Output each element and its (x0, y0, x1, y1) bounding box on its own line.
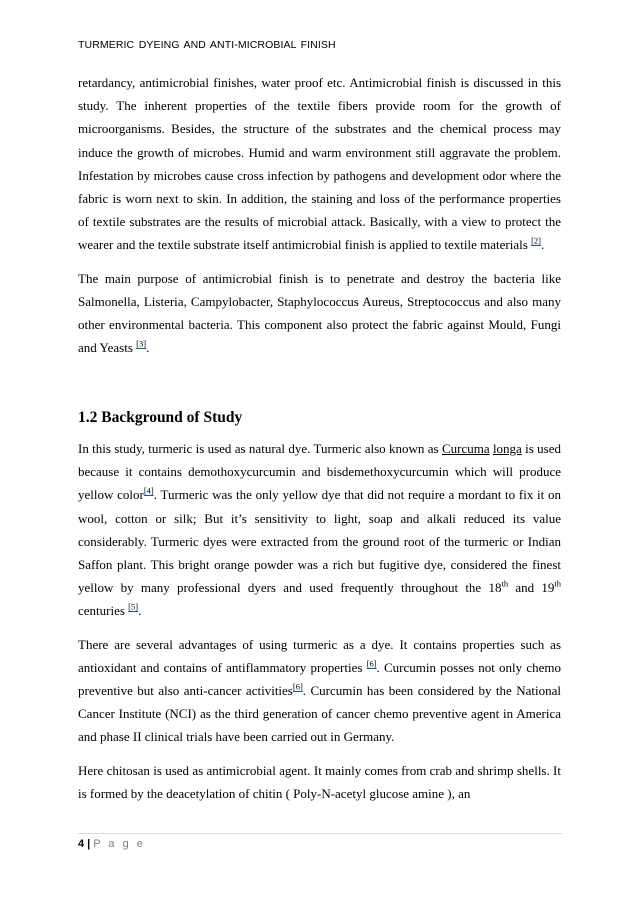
paragraph-chitosan (78, 759, 561, 805)
paragraph-text: In this study, turmeric is used as natural dye. Turmeric also known as (78, 441, 442, 456)
paragraph-text: retardancy, antimicrobial finishes, water proof etc. Antimicrobial finish is discussed in this study. The inherent properties of the textile fibers provide room for the growth of microorganisms. Besides, the structure of the substrates and the chemical process may induce the growth of microbes. Humid and warm environment still aggravate the problem. Infestation by microbes cause cross infection by pathogens and development odor where the fabric is worn next to skin. In addition, the staining and loss of the performance properties of textile substrates are the results of microbial attack. Basically, with a view to protect the wearer and the textile substrate itself antimicrobial finish is applied to textile materials (78, 75, 561, 253)
paragraph-text: centuries (78, 603, 129, 619)
paragraph-end: . (146, 340, 150, 356)
ordinal-superscript: th (501, 578, 509, 589)
paragraph-text: The main purpose of antimicrobial finish is to penetrate and destroy the bacteria like Salmonella, Listeria, Campylobacter, Staphylococcus Aureus, Streptococcus and also many other environmental bacteria. This component also protect the fabric against Mould, Fungi and Yeasts (78, 270, 561, 356)
paragraph-purpose (78, 267, 561, 360)
species-name-genus: Curcuma (441, 441, 490, 456)
citation-link[interactable]: [6] (366, 658, 377, 669)
paragraph-text: There are several advantages of using turmeric as a dye. It contains properties such as antioxidant and contains of antiflammatory properties (78, 636, 561, 675)
paragraph-text: . Curcumin posses not only chemo preventive but also anti-cancer activities (78, 659, 561, 699)
paragraph-text: is used because it contains demothoxycurcumin and bisdemethoxycurcumin which will produce yellow color (78, 441, 562, 503)
ordinal-superscript: th (554, 578, 561, 589)
paragraph-background (78, 437, 561, 623)
paragraph-end: . (540, 237, 545, 253)
footer-separator: | (87, 838, 91, 850)
section-heading: 1.2 Background of Study (78, 409, 243, 426)
paragraph-antimicrobial-intro (78, 71, 561, 257)
page-label: P a g e (93, 838, 146, 850)
citation-link[interactable]: [2] (531, 236, 541, 247)
body-text-top (78, 71, 561, 359)
paragraph-text: . Turmeric was the only yellow dye that did not require a mordant to fix it on wool, cotton or silk; But it’s sensitivity to light, soap and alkali reduced its value considerably. Turmeric dyes were extracted from the ground root of the turmeric or Indian Saffon plant. This bright orange powder was a rich but fugitive dye, considered the finest yellow by many professional dyers and used frequently throughout the 18 (78, 487, 562, 596)
running-header: TURMERIC DYEING AND ANTI-MICROBIAL FINISH (78, 39, 336, 51)
citation-link[interactable]: [3] (136, 338, 147, 349)
paragraph-text: and 19 (508, 580, 555, 596)
citation-link[interactable]: [5] (128, 602, 139, 613)
paragraph-text: Here chitosan is used as antimicrobial agent. It mainly comes from crab and shrimp shells. It is formed by the deacetylation of chitin ( Poly-N-acetyl glucose amine ), an (78, 762, 561, 801)
citation-link[interactable]: [4] (143, 486, 154, 497)
species-name-epithet: longa (492, 441, 522, 456)
page-footer (78, 838, 145, 850)
page-number: 4 (78, 838, 85, 850)
footer-divider (78, 833, 562, 834)
paragraph-end: . (138, 603, 142, 619)
citation-link[interactable]: [6] (292, 681, 303, 692)
paragraph-advantages (78, 633, 561, 749)
paragraph-text: . Curcumin has been considered by the National Cancer Institute (NCI) as the third generation of cancer chemo preventive agent in America and phase II clinical trials have been carried out in Germany. (78, 683, 561, 745)
body-text-bottom (78, 437, 561, 805)
